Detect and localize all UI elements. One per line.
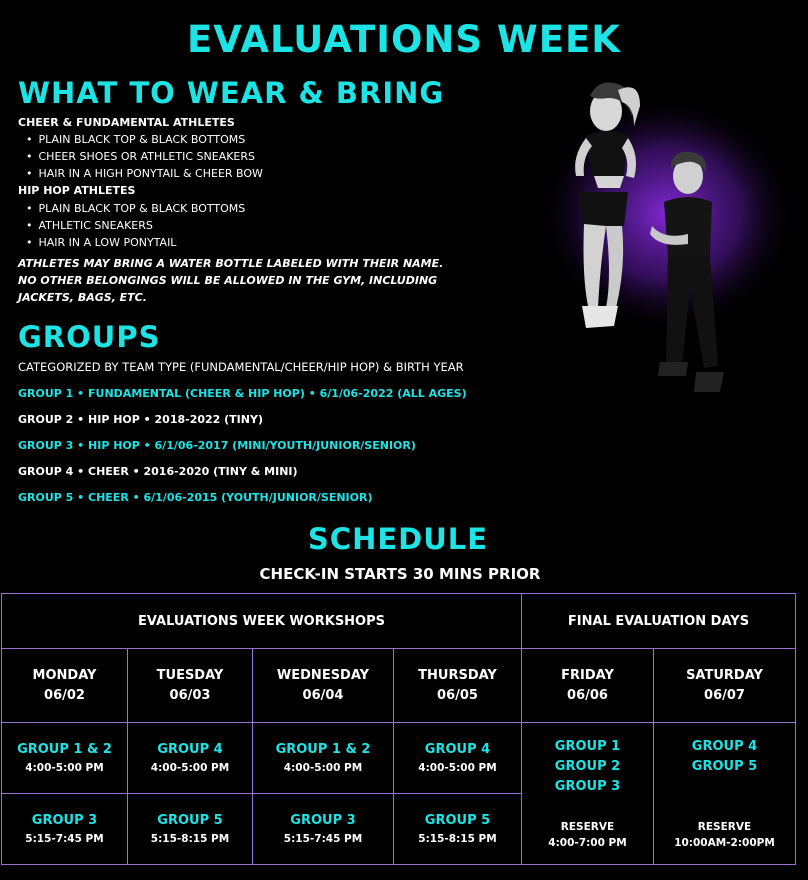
page-title: EVALUATIONS WEEK <box>187 18 621 61</box>
note-line: JACKETS, BAGS, ETC. <box>18 291 147 304</box>
slot-thursday-1: GROUP 4 4:00-5:00 PM <box>394 723 522 794</box>
list-item: • CHEER SHOES OR ATHLETIC SNEAKERS <box>26 148 263 165</box>
slot-monday-2: GROUP 3 5:15-7:45 PM <box>2 794 128 865</box>
day-header-thursday: THURSDAY 06/05 <box>394 649 522 723</box>
slot-monday-1: GROUP 1 & 2 4:00-5:00 PM <box>2 723 128 794</box>
day-header-saturday: SATURDAY 06/07 <box>654 649 796 723</box>
slot-tuesday-1: GROUP 4 4:00-5:00 PM <box>128 723 253 794</box>
groups-description: CATEGORIZED BY TEAM TYPE (FUNDAMENTAL/CHEER/HIP HOP) & BIRTH YEAR <box>18 360 464 374</box>
list-item: • PLAIN BLACK TOP & BLACK BOTTOMS <box>26 131 263 148</box>
workshops-header: EVALUATIONS WEEK WORKSHOPS <box>2 594 522 649</box>
final-days-header: FINAL EVALUATION DAYS <box>522 594 796 649</box>
day-header-monday: MONDAY 06/02 <box>2 649 128 723</box>
cheer-list <box>26 131 263 182</box>
schedule-heading: SCHEDULE <box>307 522 489 556</box>
schedule-table <box>1 593 796 865</box>
slot-thursday-2: GROUP 5 5:15-8:15 PM <box>394 794 522 865</box>
groups-heading: GROUPS <box>18 320 161 354</box>
wear-heading: WHAT TO WEAR & BRING <box>18 76 445 110</box>
slot-wednesday-2: GROUP 3 5:15-7:45 PM <box>253 794 394 865</box>
slot-saturday: GROUP 4 GROUP 5 RESERVE 10:00AM-2:00PM <box>654 723 796 865</box>
day-header-tuesday: TUESDAY 06/03 <box>128 649 253 723</box>
checkin-note: CHECK-IN STARTS 30 MINS PRIOR <box>259 565 541 583</box>
group-1-line: GROUP 1 • FUNDAMENTAL (CHEER & HIP HOP) • 6/1/06-2022 (ALL AGES) <box>18 387 467 400</box>
day-header-wednesday: WEDNESDAY 06/04 <box>253 649 394 723</box>
note-line: NO OTHER BELONGINGS WILL BE ALLOWED IN THE GYM, INCLUDING <box>18 274 438 287</box>
hiphop-heading: HIP HOP ATHLETES <box>18 184 136 197</box>
athletes-photo <box>548 76 808 421</box>
list-item: • HAIR IN A HIGH PONYTAIL & CHEER BOW <box>26 165 263 182</box>
day-header-friday: FRIDAY 06/06 <box>522 649 654 723</box>
list-item: • ATHLETIC SNEAKERS <box>26 217 245 234</box>
note-line: ATHLETES MAY BRING A WATER BOTTLE LABELED WITH THEIR NAME. <box>18 257 444 270</box>
list-item: • HAIR IN A LOW PONYTAIL <box>26 234 245 251</box>
group-3-line: GROUP 3 • HIP HOP • 6/1/06-2017 (MINI/YOUTH/JUNIOR/SENIOR) <box>18 439 416 452</box>
group-4-line: GROUP 4 • CHEER • 2016-2020 (TINY & MINI) <box>18 465 298 478</box>
group-5-line: GROUP 5 • CHEER • 6/1/06-2015 (YOUTH/JUNIOR/SENIOR) <box>18 491 373 504</box>
hiphop-list <box>26 200 245 251</box>
cheer-heading: CHEER & FUNDAMENTAL ATHLETES <box>18 116 235 129</box>
slot-friday: GROUP 1 GROUP 2 GROUP 3 RESERVE 4:00-7:00 PM <box>522 723 654 865</box>
group-2-line: GROUP 2 • HIP HOP • 2018-2022 (TINY) <box>18 413 263 426</box>
list-item: • PLAIN BLACK TOP & BLACK BOTTOMS <box>26 200 245 217</box>
slot-wednesday-1: GROUP 1 & 2 4:00-5:00 PM <box>253 723 394 794</box>
belongings-note <box>18 255 488 306</box>
slot-tuesday-2: GROUP 5 5:15-8:15 PM <box>128 794 253 865</box>
